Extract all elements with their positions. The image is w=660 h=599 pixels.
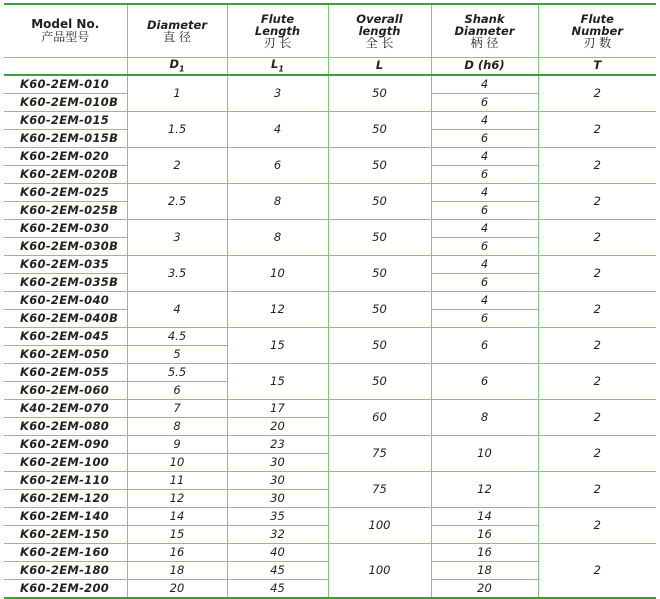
l1-cell: 35	[227, 508, 328, 526]
l1-cell: 3	[227, 75, 328, 112]
t-cell: 2	[538, 364, 656, 400]
table-row	[4, 436, 656, 454]
table-row	[4, 508, 656, 526]
d-cell: 6	[431, 166, 538, 184]
l1-cell: 17	[227, 400, 328, 418]
d-cell: 4	[431, 184, 538, 202]
model-cell: K60-2EM-015B	[4, 130, 127, 148]
model-cell: K60-2EM-090	[4, 436, 127, 454]
table-row	[4, 292, 656, 310]
model-cell: K60-2EM-040	[4, 292, 127, 310]
d-cell: 6	[431, 274, 538, 292]
d-cell: 6	[431, 238, 538, 256]
l1-cell: 45	[227, 562, 328, 580]
table-row	[4, 112, 656, 130]
d-cell: 4	[431, 148, 538, 166]
d-cell: 16	[431, 526, 538, 544]
model-cell: K60-2EM-140	[4, 508, 127, 526]
d1-cell: 14	[127, 508, 227, 526]
l-cell: 50	[328, 328, 431, 364]
header-flute-length	[227, 4, 328, 58]
d1-cell: 5.5	[127, 364, 227, 382]
l1-cell: 30	[227, 490, 328, 508]
l-cell: 50	[328, 292, 431, 328]
table-row	[4, 400, 656, 418]
model-cell: K60-2EM-100	[4, 454, 127, 472]
d-cell: 6	[431, 202, 538, 220]
d-cell: 6	[431, 364, 538, 400]
model-cell: K60-2EM-180	[4, 562, 127, 580]
header-flute-num-en-2: Number	[571, 23, 623, 38]
header-row	[4, 4, 656, 58]
d1-cell: 11	[127, 472, 227, 490]
spec-table-container	[4, 3, 656, 599]
l-cell: 50	[328, 220, 431, 256]
model-cell: K60-2EM-045	[4, 328, 127, 346]
model-cell: K60-2EM-160	[4, 544, 127, 562]
d-cell: 6	[431, 130, 538, 148]
l1-cell: 40	[227, 544, 328, 562]
t-cell: 2	[538, 112, 656, 148]
t-cell: 2	[538, 508, 656, 544]
model-cell: K60-2EM-020B	[4, 166, 127, 184]
l-cell: 60	[328, 400, 431, 436]
d1-cell: 4	[127, 292, 227, 328]
d1-cell: 2.5	[127, 184, 227, 220]
d1-cell: 1.5	[127, 112, 227, 148]
model-cell: K60-2EM-020	[4, 148, 127, 166]
model-cell: K60-2EM-040B	[4, 310, 127, 328]
header-model-cn: 产品型号	[41, 30, 90, 44]
model-cell: K60-2EM-025	[4, 184, 127, 202]
d1-cell: 20	[127, 580, 227, 599]
symbol-row	[4, 58, 656, 76]
d1-cell: 10	[127, 454, 227, 472]
d1-cell: 12	[127, 490, 227, 508]
model-cell: K60-2EM-030B	[4, 238, 127, 256]
t-cell: 2	[538, 436, 656, 472]
model-cell: K60-2EM-030	[4, 220, 127, 238]
l1-cell: 32	[227, 526, 328, 544]
l-cell: 50	[328, 75, 431, 112]
header-flute-length-cn: 刃 长	[263, 35, 292, 50]
l1-cell: 10	[227, 256, 328, 292]
header-flute-num-cn: 刃 数	[583, 35, 612, 50]
model-cell: K60-2EM-120	[4, 490, 127, 508]
d-cell: 16	[431, 544, 538, 562]
d-cell: 6	[431, 310, 538, 328]
header-overall-en-2: length	[358, 23, 401, 38]
t-cell: 2	[538, 256, 656, 292]
d-cell: 4	[431, 75, 538, 94]
symbol-l: L	[328, 58, 431, 76]
d1-cell: 6	[127, 382, 227, 400]
l1-cell: 4	[227, 112, 328, 148]
t-cell: 2	[538, 148, 656, 184]
l-cell: 75	[328, 436, 431, 472]
l-cell: 50	[328, 256, 431, 292]
l1-cell: 23	[227, 436, 328, 454]
d-cell: 12	[431, 472, 538, 508]
header-shank-cn: 柄 径	[470, 35, 499, 50]
d-cell: 18	[431, 562, 538, 580]
symbol-l1-letter: L	[271, 56, 279, 71]
header-diameter-en: Diameter	[147, 17, 207, 32]
t-cell: 2	[538, 400, 656, 436]
d-cell: 4	[431, 256, 538, 274]
header-shank-en-2: Diameter	[454, 23, 515, 38]
d1-cell: 3	[127, 220, 227, 256]
header-flute-num-en-1: Flute	[580, 11, 614, 26]
header-diameter	[127, 4, 227, 58]
t-cell: 2	[538, 544, 656, 599]
l1-cell: 20	[227, 418, 328, 436]
d-cell: 14	[431, 508, 538, 526]
table-row	[4, 364, 656, 382]
header-shank-diameter	[431, 4, 538, 58]
end-mill-spec-table	[4, 3, 656, 599]
table-row	[4, 184, 656, 202]
model-cell: K60-2EM-010B	[4, 94, 127, 112]
t-cell: 2	[538, 472, 656, 508]
header-flute-length-en-2: Length	[254, 23, 301, 38]
table-row	[4, 75, 656, 94]
model-cell: K60-2EM-055	[4, 364, 127, 382]
d1-cell: 5	[127, 346, 227, 364]
model-cell: K60-2EM-080	[4, 418, 127, 436]
model-cell: K40-2EM-070	[4, 400, 127, 418]
d1-cell: 16	[127, 544, 227, 562]
table-row	[4, 148, 656, 166]
model-cell: K60-2EM-050	[4, 346, 127, 364]
symbol-d1	[127, 58, 227, 76]
d1-cell: 9	[127, 436, 227, 454]
table-row	[4, 328, 656, 346]
symbol-d: D (h6)	[431, 58, 538, 76]
symbol-d1-letter: D	[169, 56, 179, 71]
t-cell: 2	[538, 75, 656, 112]
model-cell: K60-2EM-150	[4, 526, 127, 544]
table-row	[4, 220, 656, 238]
l1-cell: 6	[227, 148, 328, 184]
table-row	[4, 472, 656, 490]
header-overall-length	[328, 4, 431, 58]
header-diameter-cn: 直 径	[163, 29, 191, 44]
d-cell: 4	[431, 292, 538, 310]
model-cell: K60-2EM-035	[4, 256, 127, 274]
model-cell: K60-2EM-110	[4, 472, 127, 490]
l-cell: 50	[328, 148, 431, 184]
d-cell: 6	[431, 328, 538, 364]
symbol-model-empty	[4, 58, 127, 76]
t-cell: 2	[538, 220, 656, 256]
t-cell: 2	[538, 184, 656, 220]
model-cell: K60-2EM-025B	[4, 202, 127, 220]
header-flute-length-en-1: Flute	[260, 11, 295, 26]
model-cell: K60-2EM-200	[4, 580, 127, 599]
model-cell: K60-2EM-060	[4, 382, 127, 400]
l-cell: 50	[328, 112, 431, 148]
d-cell: 4	[431, 112, 538, 130]
symbol-t: T	[538, 58, 656, 76]
l1-cell: 45	[227, 580, 328, 599]
d-cell: 4	[431, 220, 538, 238]
t-cell: 2	[538, 328, 656, 364]
d1-cell: 1	[127, 75, 227, 112]
l-cell: 75	[328, 472, 431, 508]
t-cell: 2	[538, 292, 656, 328]
symbol-l1-sub: 1	[278, 64, 284, 74]
l1-cell: 8	[227, 220, 328, 256]
l1-cell: 15	[227, 328, 328, 364]
l1-cell: 30	[227, 472, 328, 490]
l1-cell: 8	[227, 184, 328, 220]
d1-cell: 15	[127, 526, 227, 544]
symbol-l1	[227, 58, 328, 76]
l-cell: 50	[328, 364, 431, 400]
l-cell: 100	[328, 544, 431, 599]
l1-cell: 15	[227, 364, 328, 400]
l1-cell: 30	[227, 454, 328, 472]
table-row	[4, 256, 656, 274]
d-cell: 8	[431, 400, 538, 436]
model-cell: K60-2EM-010	[4, 75, 127, 94]
d1-cell: 8	[127, 418, 227, 436]
header-shank-en-1: Shank	[464, 11, 505, 26]
d-cell: 20	[431, 580, 538, 599]
symbol-d1-sub: 1	[178, 64, 185, 74]
table-row	[4, 544, 656, 562]
d1-cell: 2	[127, 148, 227, 184]
l1-cell: 12	[227, 292, 328, 328]
header-flute-number	[538, 4, 656, 58]
header-model	[4, 4, 127, 58]
header-overall-cn: 全 长	[365, 35, 394, 50]
d1-cell: 18	[127, 562, 227, 580]
model-cell: K60-2EM-015	[4, 112, 127, 130]
d1-cell: 7	[127, 400, 227, 418]
d1-cell: 3.5	[127, 256, 227, 292]
l-cell: 100	[328, 508, 431, 544]
d-cell: 6	[431, 94, 538, 112]
d-cell: 10	[431, 436, 538, 472]
header-overall-en-1: Overall	[356, 11, 403, 26]
model-cell: K60-2EM-035B	[4, 274, 127, 292]
d1-cell: 4.5	[127, 328, 227, 346]
header-model-en: Model No.	[31, 17, 100, 31]
l-cell: 50	[328, 184, 431, 220]
